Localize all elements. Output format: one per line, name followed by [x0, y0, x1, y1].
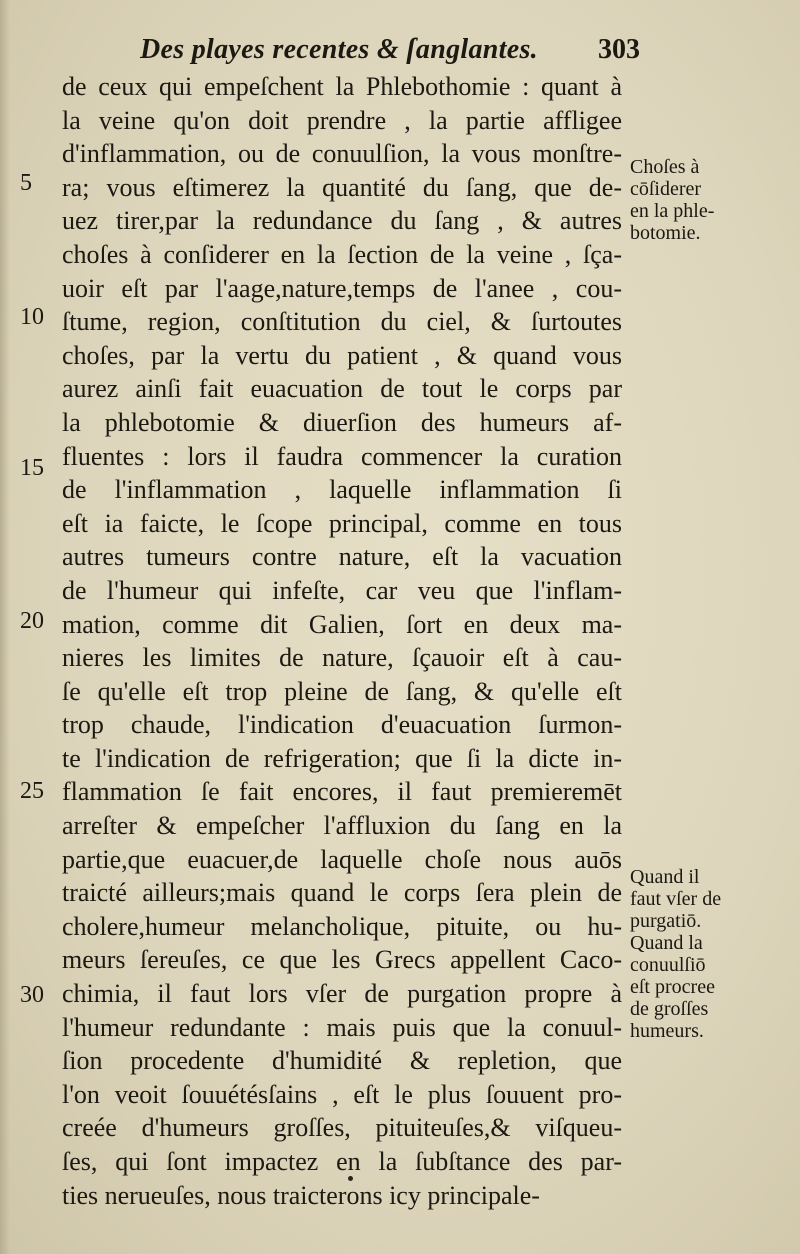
text-line: la phlebotomie & diuerſion des humeurs af-	[62, 407, 622, 437]
margin-note-line: botomie.	[630, 222, 701, 244]
text-line: de l'inflammation , laquelle inflammation ſi	[62, 475, 622, 505]
margin-note-line: Quand il	[630, 866, 700, 888]
text-line: choſes, par la vertu du patient , & quand vous	[62, 340, 622, 370]
text-line: ſe qu'elle eſt trop pleine de ſang, & qu'elle eſt	[62, 676, 622, 706]
page-number: 303	[598, 34, 640, 65]
text-line: meurs ſereuſes, ce que les Grecs appellent Caco-	[62, 945, 622, 975]
running-title: Des playes recentes & ſanglantes.	[140, 34, 538, 65]
line-number: 25	[20, 778, 44, 804]
line-number: 30	[20, 982, 44, 1008]
text-line: choſes à conſiderer en la ſection de la veine , ſça-	[62, 239, 622, 269]
text-line: la veine qu'on doit prendre , la partie affligee	[62, 105, 622, 135]
text-line: ra; vous eſtimerez la quantité du ſang, que de-	[62, 172, 622, 202]
margin-note-line: Choſes à	[630, 156, 700, 178]
text-line: nieres les limites de nature, ſçauoir eſt à cau-	[62, 643, 622, 673]
main-text-block	[62, 70, 622, 1212]
line-number: 5	[20, 170, 32, 196]
margin-note-line: Quand la	[630, 932, 703, 954]
text-line: de ceux qui empeſchent la Phlebothomie : quant à	[62, 72, 622, 101]
text-line: creée d'humeurs groſſes, pituiteuſes,& viſqueu-	[62, 1113, 622, 1143]
text-line: autres tumeurs contre nature, eſt la vacuation	[62, 542, 622, 572]
margin-note-line: cōſiderer	[630, 178, 702, 200]
margin-note-purgation	[630, 866, 770, 1042]
text-line: ſion procedente d'humidité & repletion, que	[62, 1046, 622, 1076]
text-line: fluentes : lors il faudra commencer la curation	[62, 441, 622, 471]
text-line: ſtume, region, conſtitution du ciel, & ſurtoutes	[62, 307, 622, 337]
page-edge-shadow	[0, 0, 10, 1254]
text-line: flammation ſe fait encores, il faut premieremēt	[62, 777, 622, 807]
text-line: uoir eſt par l'aage,nature,temps de l'anee , cou-	[62, 273, 622, 303]
text-line: l'humeur redundante : mais puis que la conuul-	[62, 1012, 622, 1042]
margin-note-line: en la phle-	[630, 200, 715, 222]
text-line: uez tirer,par la redundance du ſang , & autres	[62, 206, 622, 236]
text-line: partie,que euacuer,de laquelle choſe nous auōs	[62, 844, 622, 874]
text-line: mation, comme dit Galien, ſort en deux ma-	[62, 609, 622, 639]
margin-note-line: conuulſiō	[630, 954, 706, 976]
text-line: d'inflammation, ou de conuulſion, la vous monſtre-	[62, 139, 622, 169]
margin-note-line: eſt procree	[630, 976, 715, 998]
text-line: trop chaude, l'indication d'euacuation ſurmon-	[62, 710, 622, 740]
text-line: de l'humeur qui infeſte, car veu que l'inflam-	[62, 575, 622, 605]
text-line: eſt ia faicte, le ſcope principal, comme en tous	[62, 508, 622, 538]
text-line: ſes, qui ſont impactez en la ſubſtance des par-	[62, 1147, 622, 1176]
text-line: chimia, il faut lors vſer de purgation propre à	[62, 979, 622, 1009]
text-line: aurez ainſi fait euacuation de tout le corps par	[62, 374, 622, 404]
line-number: 20	[20, 608, 44, 634]
margin-note-line: de groſſes	[630, 998, 709, 1020]
running-header	[140, 34, 640, 74]
text-line: ties nerueuſes, nous traicterons icy principale-	[62, 1180, 540, 1210]
ink-dot	[348, 1176, 353, 1181]
margin-note-line: humeurs.	[630, 1020, 704, 1042]
text-line: cholere,humeur melancholique, pituite, ou hu-	[62, 911, 622, 941]
text-line: arreſter & empeſcher l'affluxion du ſang en la	[62, 811, 622, 841]
line-number: 15	[20, 455, 44, 481]
line-number: 10	[20, 304, 44, 330]
margin-note-phlebotomy	[630, 156, 770, 244]
text-line: te l'indication de refrigeration; que ſi la dicte in-	[62, 743, 622, 773]
margin-note-line: purgatiō.	[630, 910, 702, 932]
margin-note-line: faut vſer de	[630, 888, 722, 910]
text-line: traicté ailleurs;mais quand le corps ſera plein de	[62, 878, 622, 908]
text-line: l'on veoit ſouuétésſains , eſt le plus ſouuent pro-	[62, 1079, 622, 1109]
